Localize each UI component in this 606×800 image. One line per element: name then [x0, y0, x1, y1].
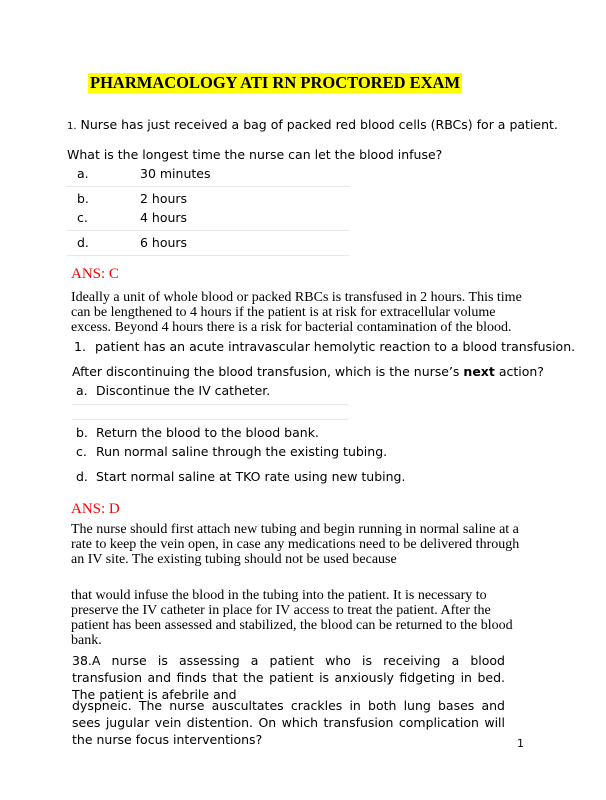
rationale [71, 522, 519, 567]
question-number: 1. [74, 339, 86, 354]
option-divider [72, 419, 348, 420]
answer-label: ANS: C [71, 266, 119, 282]
prompt-emphasis: next [463, 364, 495, 379]
option-letter: d. [77, 235, 89, 250]
prompt-text: After discontinuing the blood transfusion, which is the nurse’s [72, 364, 464, 379]
rationale-line: an IV site. The existing tubing should not be used because [71, 552, 397, 567]
option-text: 4 hours [140, 210, 188, 225]
option-letter: b. [76, 425, 88, 440]
option-divider [67, 230, 349, 231]
rationale-line: patient has been assessed and stabilized, the blood can be returned to the blood [71, 618, 513, 633]
question-2-prompt [72, 364, 544, 379]
rationale-continued [71, 588, 513, 648]
answer-label: ANS: D [71, 501, 120, 517]
option-text: Start normal saline at TKO rate using new tubing. [96, 469, 406, 484]
question-1-stem [67, 117, 558, 132]
page-number: 1 [517, 737, 524, 750]
rationale-line: preserve the IV catheter in place for IV access to treat the patient. After the [71, 603, 491, 618]
question-38-stem: 38.A nurse is assessing a patient who is receiving a blood transfusion and finds that the patient is anxiously fidgeting in bed. The patient is afebrile and [72, 653, 505, 702]
option-text: Return the blood to the blood bank. [96, 425, 319, 440]
option-text: Run normal saline through the existing tubing. [96, 444, 388, 459]
question-number: 1. [67, 121, 77, 132]
rationale-line: The nurse should first attach new tubing and begin running in normal saline at a [71, 522, 519, 537]
option-divider [67, 186, 349, 187]
option-letter: c. [76, 444, 87, 459]
option-letter: c. [77, 210, 88, 225]
rationale-line: rate to keep the vein open, in case any medications need to be delivered through [71, 537, 520, 552]
option-text: 2 hours [140, 191, 188, 206]
option-divider [67, 255, 349, 256]
rationale-line: excess. Beyond 4 hours there is a risk for bacterial contamination of the blood. [71, 320, 512, 335]
rationale-line: bank. [71, 633, 102, 648]
option-letter: b. [77, 191, 89, 206]
option-letter: a. [77, 166, 89, 181]
rationale-line: that would infuse the blood in the tubing into the patient. It is necessary to [71, 588, 487, 603]
option-letter: d. [76, 469, 88, 484]
question-38-stem-continued: dyspneic. The nurse auscultates crackles in both lung bases and sees jugular vein distention. On which transfusion complication will the nurse focus interventions? [72, 698, 505, 747]
prompt-text-end: action? [494, 364, 544, 379]
question-2-stem: patient has an acute intravascular hemolytic reaction to a blood transfusion. [95, 339, 576, 354]
rationale [71, 290, 522, 335]
question-1-stem-text: Nurse has just received a bag of packed red blood cells (RBCs) for a patient. [80, 117, 558, 132]
page-title: PHARMACOLOGY ATI RN PROCTORED EXAM [90, 73, 461, 92]
option-text: 6 hours [140, 235, 188, 250]
question-1-prompt: What is the longest time the nurse can let the blood infuse? [67, 147, 443, 162]
option-letter: a. [76, 383, 88, 398]
option-text: Discontinue the IV catheter. [96, 383, 271, 398]
option-text: 30 minutes [140, 166, 211, 181]
option-divider [72, 404, 348, 405]
rationale-line: can be lengthened to 4 hours if the patient is at risk for extracellular volume [71, 305, 496, 320]
rationale-line: Ideally a unit of whole blood or packed RBCs is transfused in 2 hours. This time [71, 290, 522, 305]
